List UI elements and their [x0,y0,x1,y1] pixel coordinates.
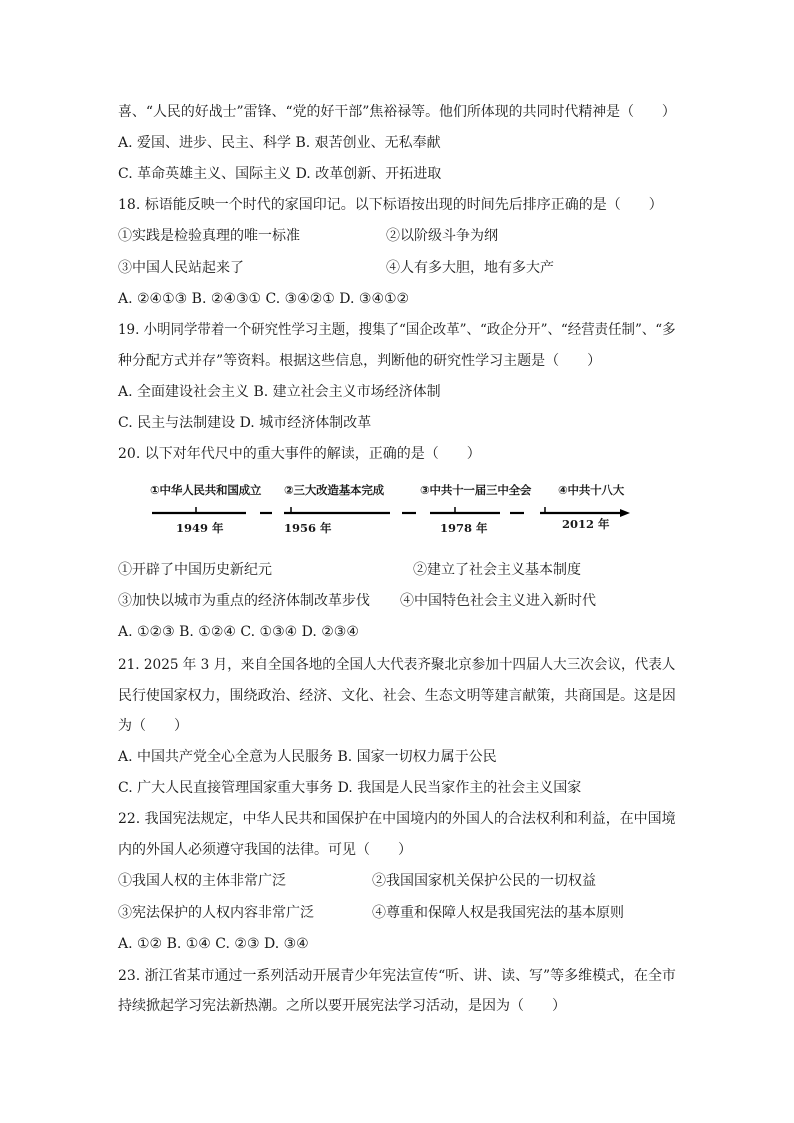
question-21: 21. 2025 年 3 月，来自全国各地的全国人大代表齐聚北京参加十四届人大三次会议，代表人 [118,657,676,673]
q21-options-ab: A. 中国共产党全心全意为人民服务 B. 国家一切权力属于公民 [118,749,497,765]
question-20: 20. 以下对年代尺中的重大事件的解读，正确的是（ ） [118,446,481,462]
option-line: A. 爱国、进步、民主、科学 B. 艰苦创业、无私奉献 [118,135,441,151]
option-line: C. 革命英雄主义、国际主义 D. 改革创新、开拓进取 [118,166,442,182]
q22-options: A. ①② B. ①④ C. ②③ D. ③④ [118,936,309,952]
q20-item-4: ④中国特色社会主义进入新时代 [400,593,596,609]
q22-item-2: ②我国国家机关保护公民的一切权益 [372,873,596,889]
q20-options: A. ①②③ B. ①②④ C. ①③④ D. ②③④ [118,624,359,640]
text-line: 喜、“人民的好战士”雷锋、“党的好干部”焦裕禄等。他们所体现的共同时代精神是（ ） [118,104,676,120]
q22-item-3: ③宪法保护的人权内容非常广泛 [118,905,314,921]
timeline-year-1: 1949 年 [176,521,224,535]
question-19-cont: 种分配方式并存”等资料。根据这些信息，判断他的研究性学习主题是（ ） [118,353,602,369]
q20-item-2: ②建立了社会主义基本制度 [413,562,581,578]
q21-options-cd: C. 广大人民直接管理国家重大事务 D. 我国是人民当家作主的社会主义国家 [118,780,582,796]
timeline-event-4: ④中共十八大 [558,483,625,497]
q22-item-4: ④尊重和保障人权是我国宪法的基本原则 [372,905,624,921]
q20-item-1: ①开辟了中国历史新纪元 [118,562,272,578]
q18-options: A. ②④①③ B. ②④③① C. ③④②① D. ③④①② [118,291,410,307]
timeline-event-1: ①中华人民共和国成立 [150,483,262,497]
question-18: 18. 标语能反映一个时代的家国印记。以下标语按出现的时间先后排序正确的是（ ） [118,197,663,213]
question-22: 22. 我国宪法规定，中华人民共和国保护在中国境内的外国人的合法权利和利益，在中国境 [118,811,676,827]
q20-item-3: ③加快以城市为重点的经济体制改革步伐 [118,593,370,609]
question-21-cont: 为（ ） [118,718,188,734]
q18-item-1: ①实践是检验真理的唯一标准 [118,228,300,244]
timeline-year-3: 1978 年 [440,521,488,535]
timeline-figure [150,482,640,542]
timeline-year-2: 1956 年 [284,521,332,535]
q18-item-2: ②以阶级斗争为纲 [386,228,498,244]
q18-item-3: ③中国人民站起来了 [118,260,244,276]
timeline-event-2: ②三大改造基本完成 [284,483,384,497]
q19-options-cd: C. 民主与法制建设 D. 城市经济体制改革 [118,415,372,431]
question-23: 23. 浙江省某市通过一系列活动开展青少年宪法宣传“听、讲、读、写”等多维模式，在全市 [118,968,676,984]
question-21-cont: 民行使国家权力，围绕政治、经济、文化、社会、生态文明等建言献策，共商国是。这是因 [118,688,676,704]
q19-options-ab: A. 全面建设社会主义 B. 建立社会主义市场经济体制 [118,384,441,400]
question-19: 19. 小明同学带着一个研究性学习主题，搜集了“国企改革”、“政企分开”、“经营责任制”、“多 [118,322,676,338]
timeline-year-4: 2012 年 [562,517,610,531]
question-22-cont: 内的外国人必须遵守我国的法律。可见（ ） [118,842,412,858]
q22-item-1: ①我国人权的主体非常广泛 [118,873,286,889]
q18-item-4: ④人有多大胆，地有多大产 [386,260,554,276]
question-23-cont: 持续掀起学习宪法新热潮。之所以要开展宪法学习活动，是因为（ ） [118,998,566,1014]
timeline-event-3: ③中共十一届三中全会 [420,483,532,497]
